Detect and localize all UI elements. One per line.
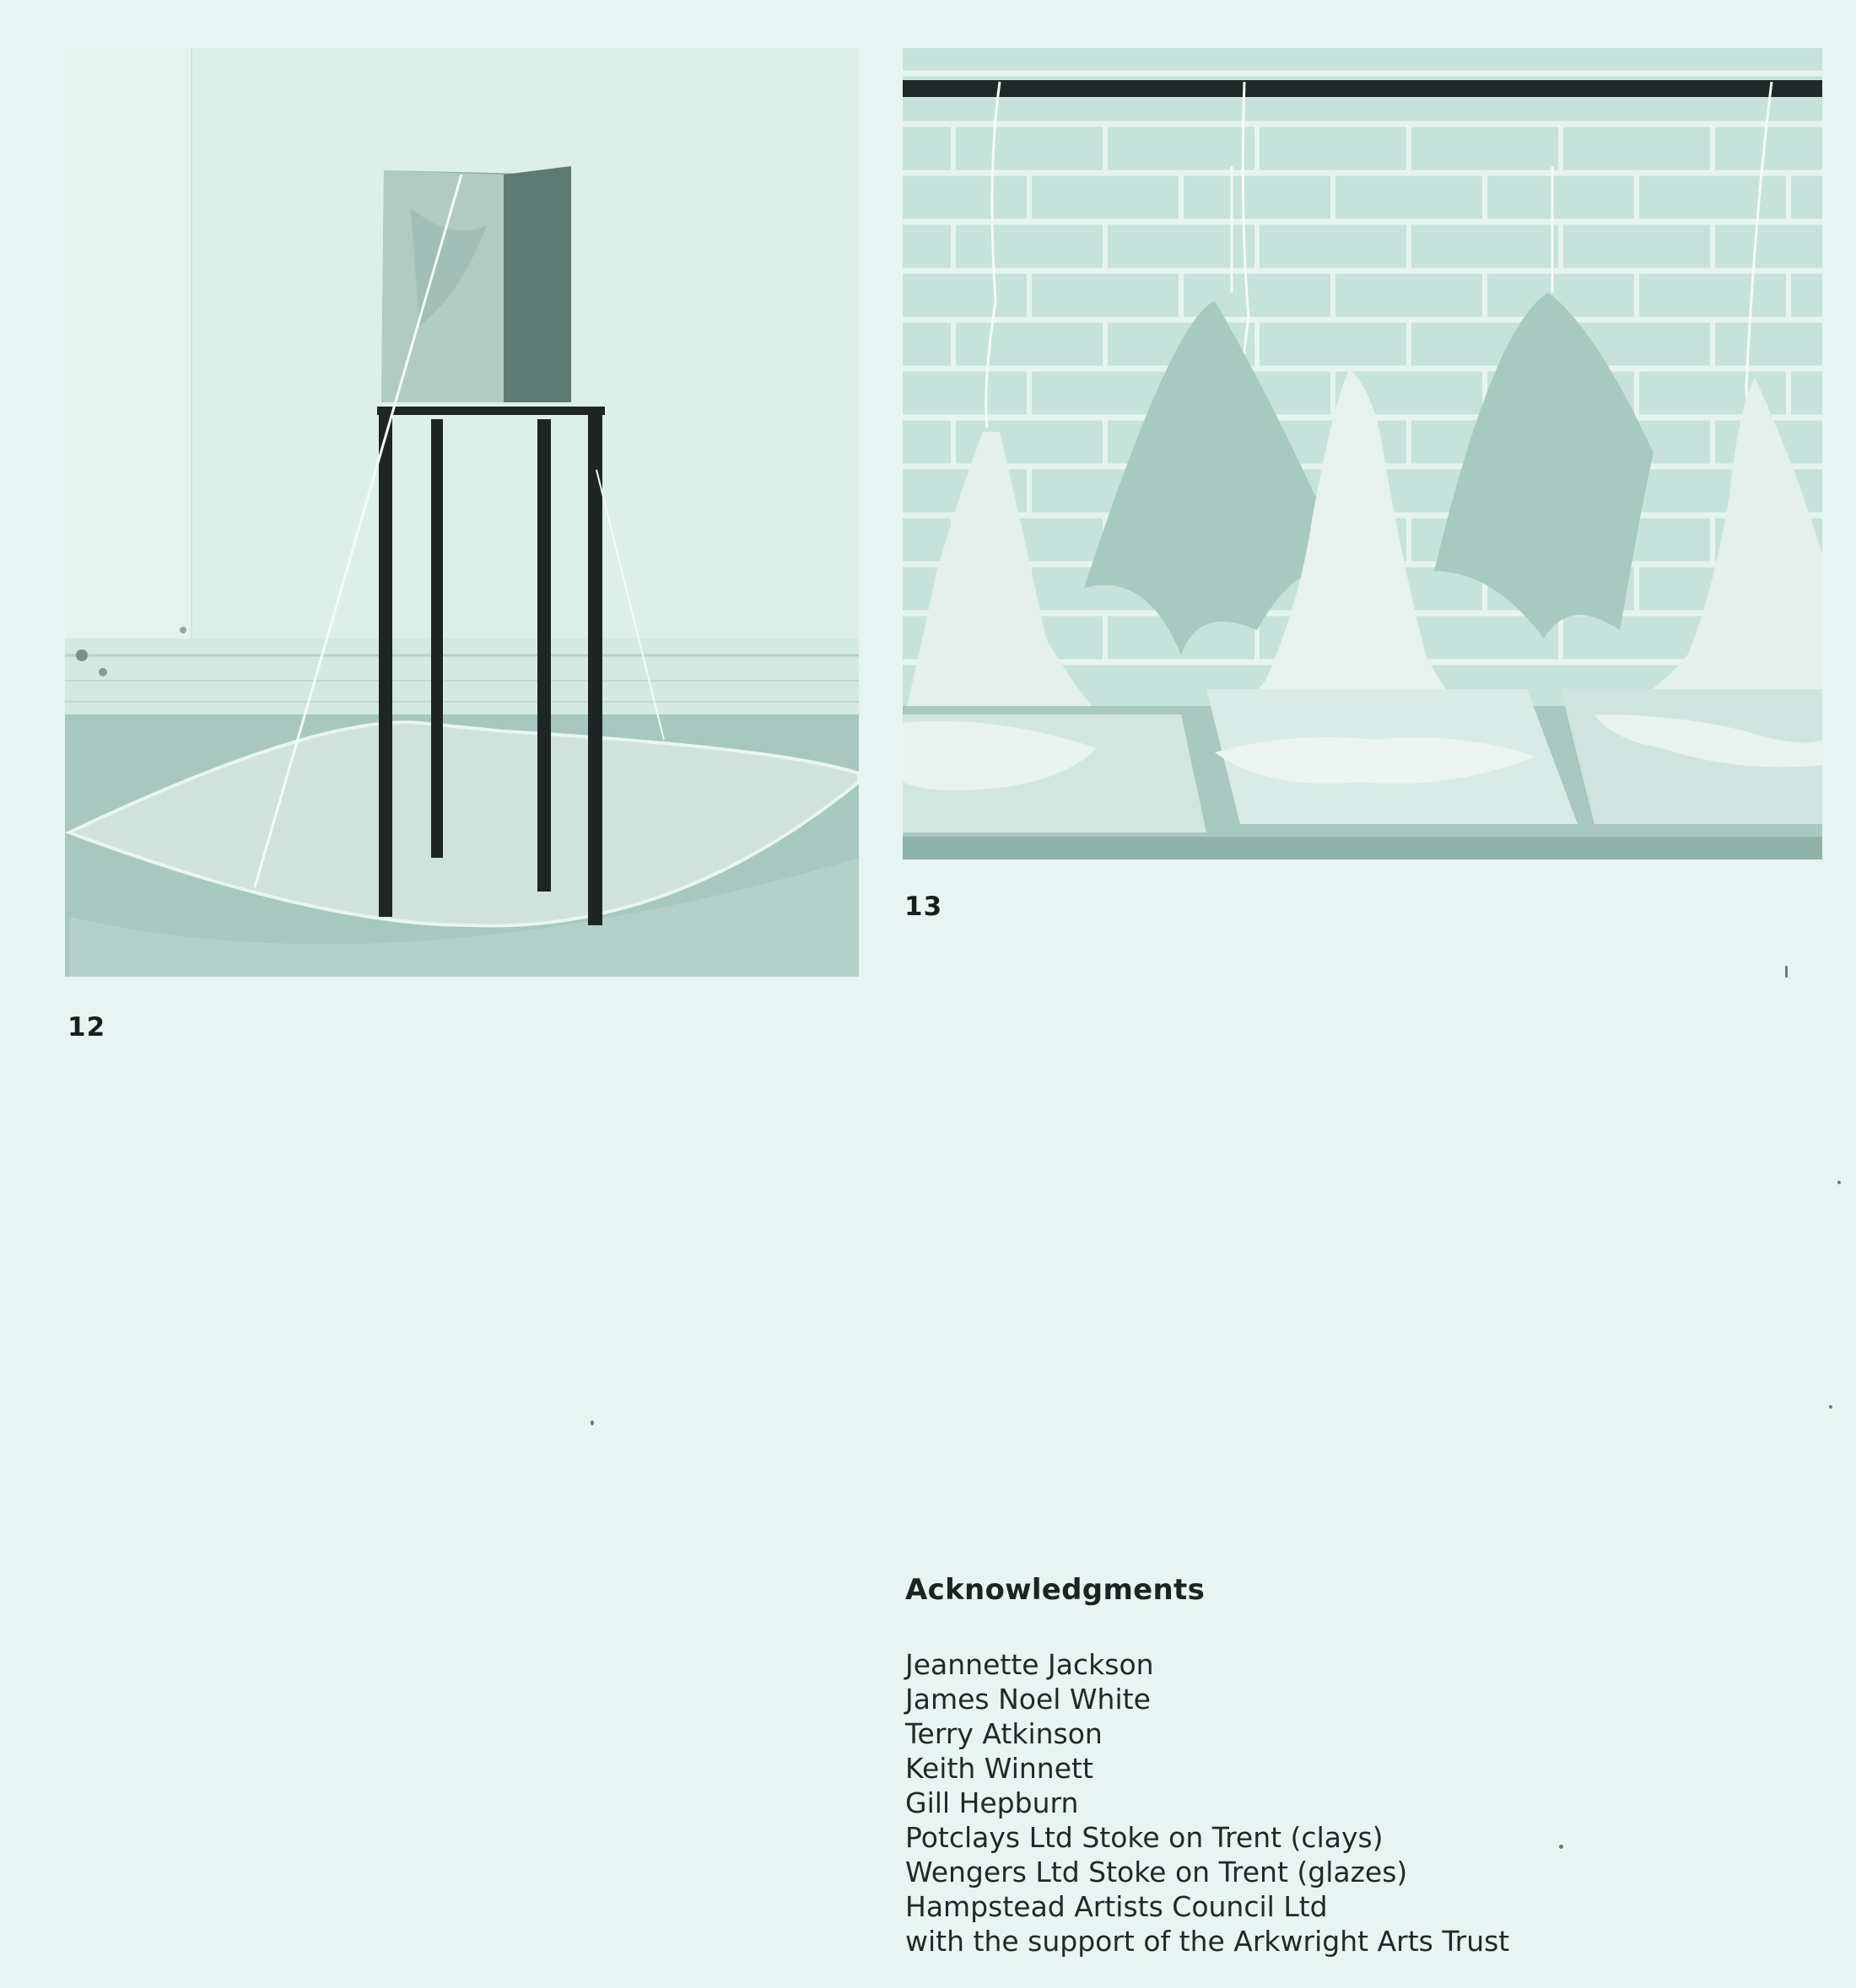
photo-12-brick-strip <box>65 638 859 714</box>
acknowledgments-list <box>905 1647 1833 1958</box>
acknowledgments-heading: Acknowledgments <box>905 1573 1206 1607</box>
photo-13-draped-forms <box>903 48 1822 859</box>
paper-speck <box>1559 1845 1563 1849</box>
photo-12-image <box>65 48 859 977</box>
acknowledgment-line: Hampstead Artists Council Ltd <box>905 1890 1328 1923</box>
acknowledgment-line: Wengers Ltd Stoke on Trent (glazes) <box>905 1856 1408 1888</box>
acknowledgment-line: James Noel White <box>905 1683 1151 1716</box>
acknowledgment-line: Potclays Ltd Stoke on Trent (clays) <box>905 1821 1384 1854</box>
acknowledgment-line: Terry Atkinson <box>905 1717 1103 1750</box>
acknowledgment-line: Jeannette Jackson <box>905 1648 1154 1681</box>
plate-number-13: 13 <box>904 892 943 922</box>
photo-13-image <box>903 48 1822 859</box>
plate-number-12: 12 <box>67 1012 106 1042</box>
paper-speck <box>1829 1405 1832 1409</box>
paper-speck <box>1785 966 1788 978</box>
paper-speck <box>591 1420 594 1425</box>
acknowledgment-line: with the support of the Arkwright Arts Trust <box>905 1925 1510 1958</box>
photo-12-sculpture-on-stand <box>65 48 859 977</box>
acknowledgments-section <box>905 1573 1833 1958</box>
acknowledgment-line: Gill Hepburn <box>905 1786 1079 1819</box>
acknowledgment-line: Keith Winnett <box>905 1752 1093 1785</box>
photo-13-rail <box>903 80 1822 97</box>
photo-12-box <box>381 166 571 402</box>
paper-speck <box>1837 1181 1841 1184</box>
